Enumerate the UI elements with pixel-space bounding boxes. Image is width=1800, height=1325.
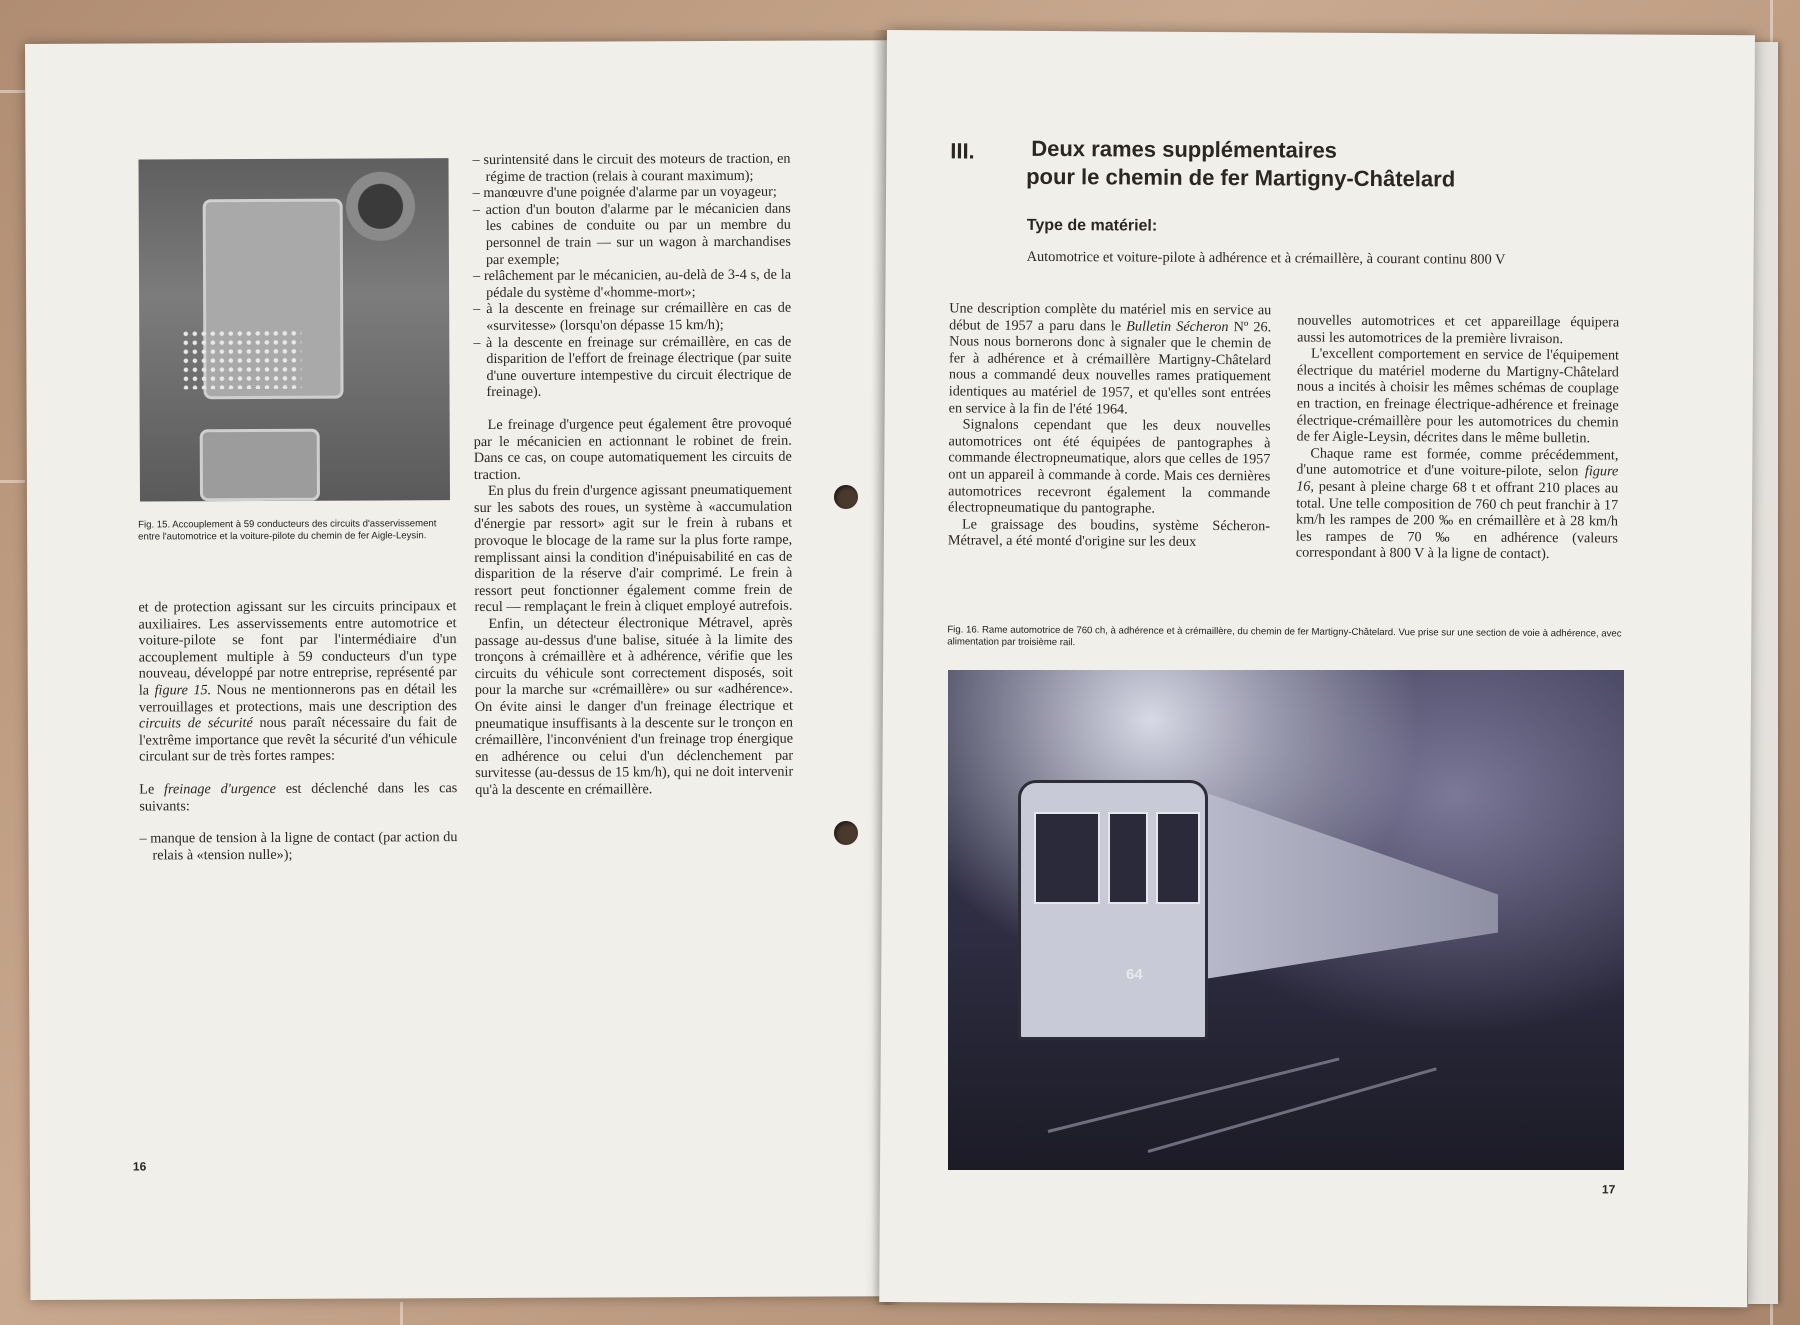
section-number: III. — [950, 138, 975, 164]
page-number: 17 — [1601, 1182, 1616, 1197]
figure-reference: figure 15. — [154, 682, 212, 699]
text: Le — [139, 781, 155, 798]
floor-tile-seam — [400, 1302, 403, 1325]
figure-15-photo — [139, 158, 450, 501]
cab-window — [1034, 812, 1100, 904]
page-number: 16 — [132, 1159, 147, 1174]
paragraph — [949, 300, 1272, 418]
list-item: – action d'un bouton d'alarme par le mécanicien dans les cabines de conduite ou par un membre du personnel de train — sur un wagon à marchandises par exemple; — [472, 200, 791, 268]
heading-line: Deux rames supplémentaires — [1031, 135, 1338, 163]
figure-16-caption: Fig. 16. Rame automotrice de 760 ch, à adhérence et à crémaillère, du chemin de fer Martigny-Châtelard. Vue prise sur une section de voie à adhérence, avec alimentation par troisième rail. — [947, 624, 1622, 649]
floor-tile-seam — [0, 90, 25, 93]
heading-line: pour le chemin de fer Martigny-Châtelard — [1026, 163, 1456, 192]
train-carriages — [1198, 790, 1498, 980]
text: est déclenché dans les cas suivants: — [139, 780, 458, 815]
floor-tile-seam — [0, 480, 25, 483]
text: Nº 26. Nous nous bornerons donc à signaler que le chemin de fer à adhérence et à crémaillère Martigny-Châtelard nous a commandé deux nouvelles rames pratiquement identiques au matériel de 1957, et qu'elles sont entrées en service à la fin de l'été 1964. — [948, 318, 1272, 418]
text: Une description complète du matériel mis en service au début de 1957 a paru dans le — [949, 300, 1272, 335]
right-page-column-2 — [1296, 313, 1620, 564]
text: pesant à pleine charge 68 t et offrant 210 places au total. Une telle composition de 760 ch peut franchir à 17 km/h les rampes de 200 ‰ en crémaillère et à 28 km/h les rampes de 70 ‰ en adhérence (valeurs correspondant à 800 V à la ligne de contact). — [1295, 478, 1619, 563]
emphasis: Bulletin Sécheron — [1126, 318, 1229, 335]
text: Chaque rame est formée, comme précédemment, d'une automotrice et d'une voiture-pilote, selon — [1296, 445, 1619, 480]
right-page-column-1 — [948, 300, 1272, 551]
emphasis: circuits de sécurité — [138, 715, 253, 732]
rail — [1048, 1057, 1340, 1132]
figure-reference: figure 16, — [1296, 463, 1619, 495]
list-item: – à la descente en freinage sur crémaillère, en cas de disparition de l'effort de freinage électrique (par suite d'une ouverture intempestive du circuit électrique de freinage). — [473, 333, 792, 401]
left-page — [25, 40, 892, 1300]
paragraph — [139, 780, 457, 815]
paragraph — [1296, 445, 1619, 563]
paragraph: nouvelles automotrices et cet appareillage équipera aussi les automotrices de la première livraison. — [1297, 312, 1620, 347]
train-number: 64 — [1126, 966, 1143, 983]
connector-lid — [200, 429, 320, 502]
text: et de protection agissant sur les circuits principaux et auxiliaires. Les asservissements entre automotrice et voiture-pilote se font par l'intermédiaire d'un accouplement multiple à 59 conducteurs d'un type nouveau, développé par notre entreprise, représenté par la — [138, 598, 457, 699]
emphasis: freinage d'urgence — [163, 780, 276, 798]
list-item: – à la descente en freinage sur crémaillère en cas de «survitesse» (lorsqu'on dépasse 15 km/h); — [473, 300, 792, 334]
text: nous paraît nécessaire du fait de l'extrême importance que revêt la sécurité d'un véhicule circulant sur de très fortes rampes: — [139, 714, 458, 765]
paragraph — [138, 598, 457, 765]
paragraph: Le freinage d'urgence peut également être provoqué par le mécanicien en actionnant le robinet de frein. Dans ce cas, on coupe automatiquement les circuits de traction. — [473, 415, 792, 483]
list-item: – manœuvre d'une poignée d'alarme par un voyageur; — [472, 183, 777, 202]
rail — [1148, 1067, 1437, 1153]
cab-window — [1156, 812, 1200, 904]
paragraph: Enfin, un détecteur électronique Métravel, après passage au-dessus d'une balise, située à la limite des tronçons à crémaillère et à adhérence, vérifie que les circuits du véhicule sont correctement disposés, soit pour la marche sur «crémaillère» ou sur «adhérence». On évite ainsi le danger d'un freinage électrique et pneumatique insuffisants à la descente sur le tronçon en crémaillère, l'inconvénient d'un freinage trop énergique en adhérence ou celui d'un déclenchement par survitesse (au-dessus de 15 km/h), qui ne doit intervenir qu'à la descente en crémaillère. — [474, 614, 794, 799]
list-item: – manque de tension à la ligne de contact (par action du relais à «tension nulle»); — [139, 829, 458, 864]
left-page-column-2 — [472, 151, 793, 799]
material-type-line: Automotrice et voiture-pilote à adhérence et à crémaillère, à courant continu 800 V — [1026, 248, 1506, 268]
left-page-column-1 — [138, 598, 457, 864]
binder-hole — [834, 821, 858, 845]
connector-pins — [181, 329, 301, 390]
paragraph: Signalons cependant que les deux nouvelles automotrices ont été équipées de pantographes à commande électropneumatique, alors que celles de 1957 ont un appareil à commande à corde. Mais ces dernières automotrices recevront également la commande électropneumatique du pantographe. — [948, 416, 1271, 517]
paragraph: En plus du frein d'urgence agissant pneumatiquement sur les sabots des roues, un système à «accumulation d'énergie par ressort» agit sur le frein à rubans et provoque le blocage de la rame sur la plus forte rampe, remplissant ainsi la condition d'inépuisabilité en cas de disparition de la réserve d'air comprimé. Le frein à ressort peut fonctionner également comme frein de recul — remplaçant le frein à cliquet employé autrefois. — [473, 481, 793, 616]
text: Nous ne mentionnerons pas en détail les verrouillages et protections, mais une description des — [138, 681, 457, 716]
paragraph: L'excellent comportement en service de l'équipement électrique du matériel moderne du Martigny-Châtelard nous a incités à choisir les mêmes schémas de couplage en traction, en freinage électrique-adhérence et freinage électrique-crémaillère pour les automotrices du chemin de fer Aigle-Leysin, décrites dans le même bulletin. — [1296, 345, 1620, 447]
list-item: – relâchement par le mécanicien, au-delà de 3-4 s, de la pédale du système d'«homme-mort»; — [472, 266, 792, 301]
subheading: Type de matériel: — [1026, 216, 1158, 235]
list-item: – surintensité dans le circuit des moteurs de traction, en régime de traction (relais à courant maximum); — [472, 150, 791, 185]
section-heading — [1026, 135, 1646, 195]
binder-hole — [834, 485, 858, 509]
figure-16-photo — [948, 670, 1624, 1170]
paragraph: Le graissage des boudins, système Sécheron-Métravel, a été monté d'origine sur les deux — [947, 516, 1271, 551]
cab-window — [1108, 812, 1148, 904]
figure-15-caption: Fig. 15. Accouplement à 59 conducteurs des circuits d'asservissement entre l'automotrice et la voiture-pilote du chemin de fer Aigle-Leysin. — [138, 518, 437, 543]
